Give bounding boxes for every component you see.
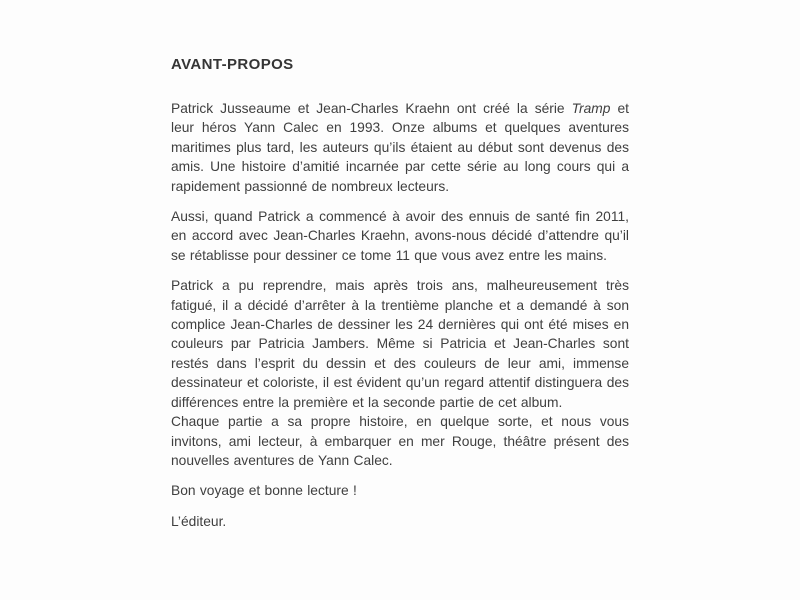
paragraph-intro-text-start: Patrick Jusseaume et Jean-Charles Kraehn ont créé la série (171, 101, 572, 116)
paragraph-resume: Patrick a pu reprendre, mais après trois ans, malheureusement très fatigué, il a décidé d’arrêter à la trentième planche et a demandé à son complice Jean-Charles de dessiner les 24 dernières qui ont été mises en couleurs par Patricia Jambers. Même si Patricia et Jean-Charles sont restés dans l’esprit du dessin et des couleurs de leur ami, immense dessinateur et coloriste, il est évident qu’un regard attentif distinguera des différences entre la première et la seconde partie de cet album. (171, 278, 629, 410)
paragraph-health: Aussi, quand Patrick a commencé à avoir des ennuis de santé fin 2011, en accord avec Jean-Charles Kraehn, avons-nous décidé d’attendre qu’il se rétablisse pour dessiner ce tome 11 que vous avez entre les mains. (171, 209, 629, 263)
paragraph-intro-text-end: et leur héros Yann Calec en 1993. Onze albums et quelques aventures maritimes plus tard, les auteurs qu’ils étaient au début sont devenus des amis. Une histoire d’amitié incarnée par cette série au long cours qui a rapidement passionné de nombreux lecteurs. (171, 101, 629, 194)
paragraph-signature: L’éditeur. (171, 513, 227, 529)
paragraph-farewell: Bon voyage et bonne lecture ! (171, 483, 357, 499)
series-title-italic: Tramp (571, 101, 611, 116)
page-title: AVANT-PROPOS (171, 56, 294, 73)
foreword-content (171, 56, 629, 542)
paragraph-intro (171, 99, 629, 196)
paragraph-invitation: Chaque partie a sa propre histoire, en quelque sorte, et nous vous invitons, ami lecteur, à embarquer en mer Rouge, théâtre présent des nouvelles aventures de Yann Calec. (171, 414, 629, 468)
